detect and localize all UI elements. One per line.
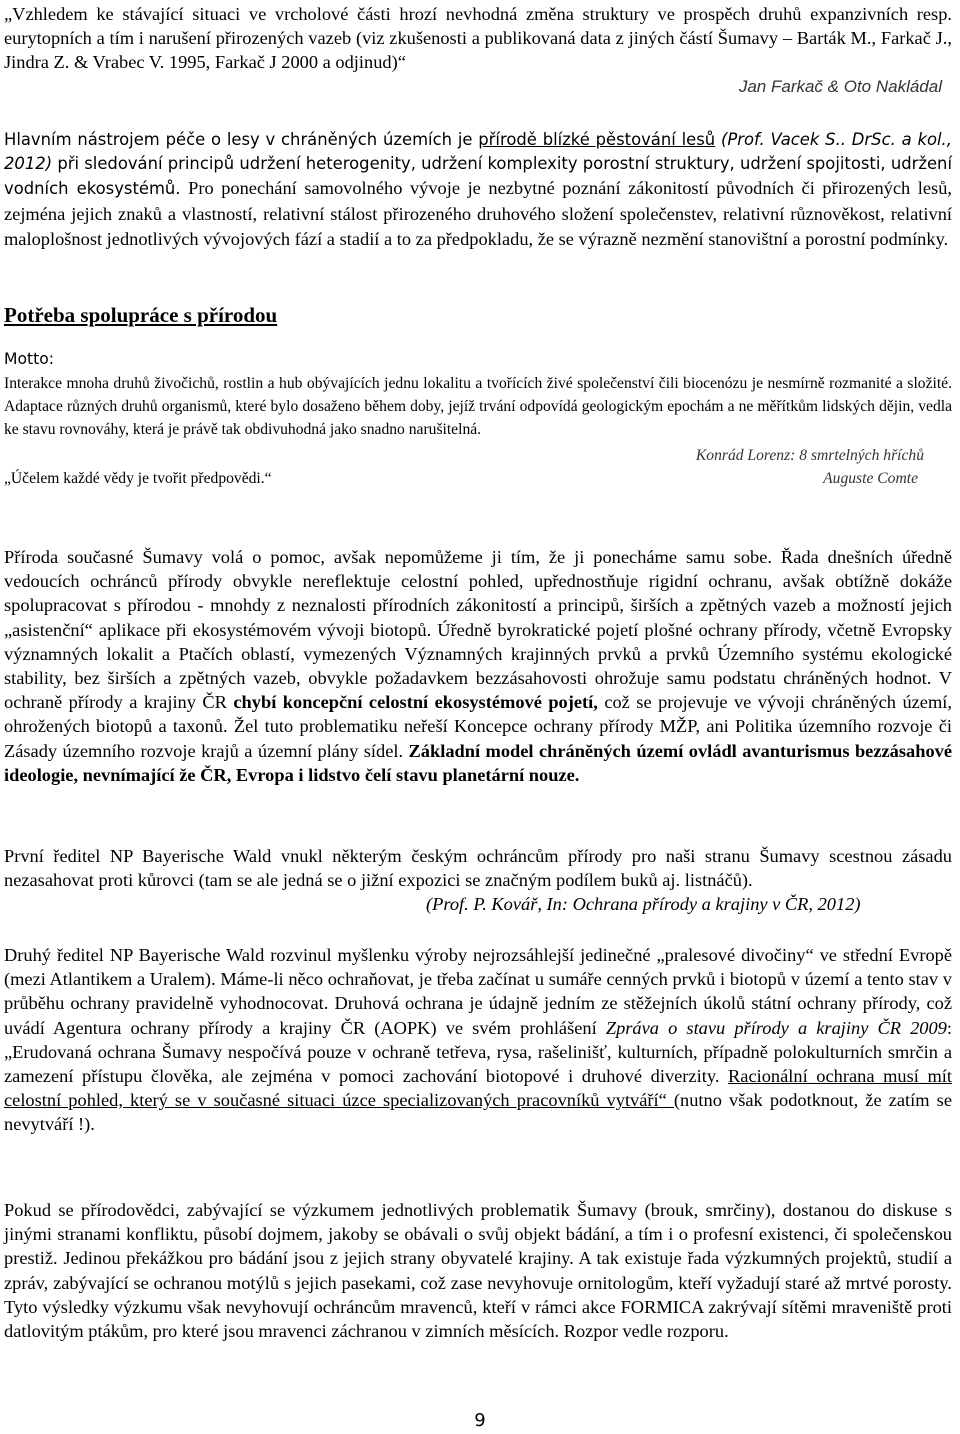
intro-quote-author: Jan Farkač & Oto Nakládal xyxy=(738,76,942,96)
paragraph-first-director xyxy=(4,844,952,892)
motto-part-a: Interakce mnoha druhů živočichů, rostlin a hub obývajících jednu lokalitu a tvořících živé společenství čili biocenózu je nesmírně rozmanité a složité. xyxy=(4,375,952,392)
paragraph-second-director xyxy=(4,943,952,1137)
comte-quote: „Účelem každé vědy je tvořit předpovědi.“ xyxy=(4,470,272,487)
p2-lead: Hlavním nástrojem péče o lesy v chráněných územích je xyxy=(4,130,479,149)
comte-author: Auguste Comte xyxy=(823,470,918,487)
page-number: 9 xyxy=(474,1410,486,1431)
p2-continuation: při sledování principů udržení heterogenity, udržení komplexity porostní struktury, udržení spojitosti, udržení vodních ekosystémů. xyxy=(4,154,952,199)
p5-underlined-statement: Racionální ochrana musí mít celostní pohled, který se v současné situaci úzce specializovaných pracovníků vytváří“ xyxy=(4,1066,953,1111)
intro-quote xyxy=(4,2,952,99)
motto-quote xyxy=(4,372,952,441)
motto-author: Konrád Lorenz: 8 smrtelných hříchů xyxy=(695,447,924,464)
p4-text: První ředitel NP Bayerische Wald vnukl některým českým ochráncům přírody pro naši stranu Šumavy scestnou zásadu nezasahovat proti kůrovci (tam se ale jedná se o jižní expozici se značným podílem buků aj. listnáčů). xyxy=(4,846,952,891)
p5-text-a: Druhý ředitel NP Bayerische Wald rozvinul myšlenku výroby nejrozsáhlejší jedinečné „pralesové divočiny“ ve střední Evropě (mezi Atlantikem a Uralem). Máme-li něco ochraňovat, je třeba začínat u sumáře cenných prvků i biotopů v území a tento stav v průběhu ochrany pravidelně vyhodnocovat. Druhová ochrana je údajně jedním ze stěžejních úkolů státní ochrany přírody, což uvádí Agentura ochrany přírody a krajiny ČR (AOPK) ve svém prohlášení xyxy=(4,945,952,1038)
p3-text-a: Příroda současné Šumavy volá o pomoc, avšak nepomůžeme ji tím, že ji ponecháme samu sobe. Řada dnešních úředně vedoucích ochránců přírody obvykle nereflektuje celostní pohled, upřednostňuje rigidní ochranu, avšak obtížně dokáže spolupracovat s přírodou - mnohdy z neznalosti přírodních zákonitostí a principů, širších a zpětných vazeb a možností jejich „asistenční“ aplikace při ekosystémovém vývoji biotopů. Úředně byrokratické pojetí plošné ochrany přírody, včetně Evropsky významných lokalit a Ptačích oblastí, vymezených Významných krajinných prvků a prvků Územního systému ekologické stability, bez širších a zpětných vazeb, obvykle požadavkem bezzásahovosti ohrožuje samu podstatu chráněných hodnot. V ochraně přírody a krajiny ČR xyxy=(4,547,952,713)
p2-citation-year: , 2012) xyxy=(4,130,952,174)
p3-text-b: což se projevuje ve vývoji chráněných území, ohrožených biotopů a taxonů. Žel tuto problematiku neřeší Koncepce ochrany přírody MŽP, ani Politika územního rozvoje či Zásady územního rozvoje krajů a územní plány sídel. xyxy=(4,692,952,761)
p2-rest: Pro ponechání samovolného vývoje je nezbytné poznání zákonitostí původních či přirozených lesů, zejména jejich znaků a vlastností, relativní stálost přirozeného druhového složení společenstev, relativní různověkost, relativní maloplošnost jednotlivých vývojových fází a stadií a to za předpokladu, že se výrazně nezmění stanovištní a porostní podmínky. xyxy=(4,178,952,249)
paragraph-forest-care xyxy=(4,128,952,252)
p2-underlined-term: přírodě blízké pěstování lesů xyxy=(478,130,716,149)
p2-citation: (Prof. Vacek S.. DrSc. a kol. xyxy=(715,130,947,149)
p5-report-title: Zpráva o stavu přírody a krajiny ČR 2009 xyxy=(605,1017,947,1038)
motto-label: Motto: xyxy=(4,350,55,368)
p3-bold-a: chybí koncepční celostní ekosystémové pojetí, xyxy=(233,692,598,713)
section-heading: Potřeba spolupráce s přírodou xyxy=(4,303,278,327)
motto-part-b: Adaptace různých druhů organismů, které bylo dosaženo během doby, jejíž trvání odpovídá geologickým epochám a ne měřítkům lidských dějin, vedla ke stavu rovnováhy, která je právě tak obdivuhodná jako snadno narušitelná. xyxy=(4,398,952,438)
comte-quote-line xyxy=(4,467,952,490)
p5-text-b: : „Erudovaná ochrana Šumavy nespočívá pouze v ochraně tetřeva, rysa, rašelinišť, kulturních, případně polokulturních smrčin a zamezení přístupu člověka, ale zejména v pomoci zachování biotopové i druhové diverzity. xyxy=(4,1017,953,1087)
paragraph-scientists xyxy=(4,1198,952,1343)
p4-citation: (Prof. P. Kovář, In: Ochrana přírody a krajiny v ČR, 2012) xyxy=(426,894,861,914)
intro-quote-text: „Vzhledem ke stávající situaci ve vrcholové části hrozí nevhodná změna struktury ve prospěch druhů expanzivních resp. eurytopních a tím i narušení přirozených vazeb (viz zkušenosti a publikovaná data z jiných částí Šumavy – Barták M., Farkač J., Jindra Z. & Vrabec V. 1995, Farkač J 2000 a odjinud)“ xyxy=(4,4,952,73)
p5-text-c: (nutno však podotknout, že zatím se nevytváří !). xyxy=(4,1090,952,1135)
paragraph-nature-help xyxy=(4,545,952,787)
p3-bold-b: Základní model chráněných území ovládl avanturismus bezzásahové ideologie, nevnímající že ČR, Evropa i lidstvo čelí stavu planetární nouze. xyxy=(4,740,952,785)
p6-text: Pokud se přírodovědci, zabývající se výzkumem jednotlivých problematik Šumavy (brouk, smrčiny), dostanou do diskuse s jinými stranami konfliktu, působí dojmem, jakoby se obávali o svůj objekt bádání, a tím i o profesní existenci, či společenskou prestiž. Jedinou překážkou pro bádání jsou z jejich strany obyvatelé krajiny. A tak existuje řada výzkumných projektů, studií a zpráv, zabývající se ochranou motýlů s jejich pasekami, což zase nevyhovuje ornitologům, kteří vyžadují staré až mrtvé porosty. Tyto výsledky výzkumu však nevyhovují ochráncům mravenců, kteří v rámci akce FORMICA zakrývají sítěmi mraveniště proti datlovitým ptákům, pro které jsou mravenci záchranou v zimních měsících. Rozpor vedle rozporu. xyxy=(4,1200,952,1342)
